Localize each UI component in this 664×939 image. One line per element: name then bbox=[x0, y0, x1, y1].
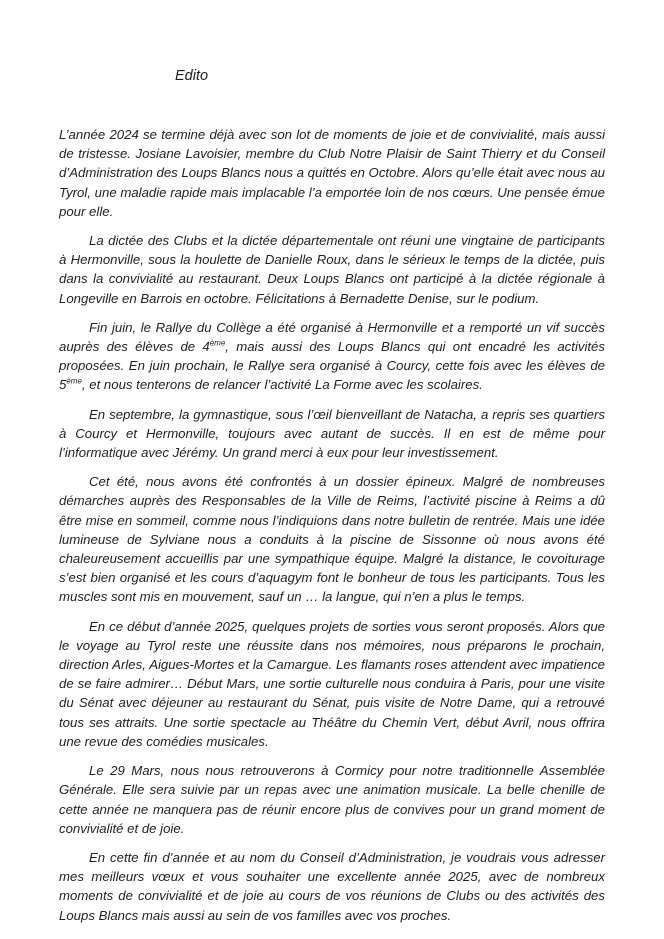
paragraph bbox=[59, 405, 605, 463]
paragraph-text: , et nous tenterons de relancer l’activité La Forme avec les scolaires. bbox=[81, 377, 483, 393]
paragraph-text: La dictée des Clubs et la dictée départementale ont réuni une vingtaine de participants à Hermonville, sous la houlette de Danielle Roux, dans le sérieux le temps de la dictée, puis dans la convivialité au restaurant. Deux Loups Blancs ont participé à la dictée régionale à Longeville en Barrois en octobre. Félicitations à Bernadette Denise, sur le podium. bbox=[59, 233, 605, 306]
superscript: ème bbox=[66, 377, 82, 387]
paragraph bbox=[59, 231, 605, 308]
document-body bbox=[59, 125, 605, 935]
paragraph-text: Cet été, nous avons été confrontés à un dossier épineux. Malgré de nombreuses démarches auprès des Responsables de la Ville de Reims, l’activité piscine à Reims a dû être mise en sommeil, comme nous l’indiquions dans notre bulletin de rentrée. Mais une idée lumineuse de Sylviane nous a conduits à la piscine de Sissonne où nous avons été chaleureusement accueillis par une sympathique équipe. Malgré la distance, le covoiturage s’est bien organisé et les cours d’aquagym font le bonheur de tous les participants. Tous les muscles sont mis en mouvement, sauf un … la langue, qui n’en a plus le temps. bbox=[59, 474, 605, 605]
paragraph bbox=[59, 761, 605, 838]
paragraph-text: En cette fin d’année et au nom du Conseil d’Administration, je voudrais vous adresser mes meilleurs vœux et vous souhaiter une excellente année 2025, avec de nombreux moments de convivialité et de joie au cours de vos réunions de Clubs ou des activités des Loups Blancs mais aussi au sein de vos familles avec vos proches. bbox=[59, 849, 605, 923]
paragraph-text: En ce début d’année 2025, quelques projets de sorties vous seront proposés. Alors que le voyage au Tyrol reste une réussite dans nos mémoires, nous préparons le prochain, direction Arles, Aigues-Mortes et la Camargue. Les flamants roses attendent avec impatience de se faire admirer… Début Mars, une sortie culturelle nous conduira à Paris, pour une visite du Sénat avec déjeuner au restaurant du Sénat, puis visite de Notre Dame, qui a retrouvé tous ses attraits. Une sortie spectacle au Théâtre du Chemin Vert, début Avril, nous offrira une revue des comédies musicales. bbox=[59, 618, 605, 749]
paragraph-text: En septembre, la gymnastique, sous l’œil bienveillant de Natacha, a repris ses quartiers à Courcy et Hermonville, toujours avec autant de succès. Il en est de même pour l’informatique avec Jérémy. Un grand merci à eux pour leur investissement. bbox=[59, 406, 605, 461]
paragraph-text: Le 29 Mars, nous nous retrouverons à Cormicy pour notre traditionnelle Assemblée Générale. Elle sera suivie par un repas avec une animation musicale. La belle chenille de cette année ne manquera pas de réunir encore plus de convives pour un grand moment de convivialité et de joie. bbox=[59, 763, 605, 836]
paragraph bbox=[59, 318, 605, 395]
page-title: Edito bbox=[175, 68, 209, 84]
superscript: ème bbox=[209, 338, 226, 348]
paragraph bbox=[59, 848, 605, 925]
paragraph-text: , mais aussi des Loups Blancs qui ont encadré les activités proposées. En juin prochain, le Rallye sera organisé à Courcy, cette fois avec les élèves de 5 bbox=[59, 339, 605, 393]
paragraph-text: L’année 2024 se termine déjà avec son lot de moments de joie et de convivialité, mais aussi de tristesse. Josiane Lavoisier, membre du Club Notre Plaisir de Saint Thierry et du Conseil d’Administration des Loups Blancs nous a quittés en Octobre. Alors qu’elle était avec nous au Tyrol, une maladie rapide mais implacable l’a emportée loin de nos cœurs. Une pensée émue pour elle. bbox=[59, 127, 605, 219]
paragraph bbox=[59, 125, 605, 221]
paragraph bbox=[59, 472, 605, 606]
paragraph bbox=[59, 617, 605, 751]
paragraph-text: Fin juin, le Rallye du Collège a été organisé à Hermonville et a remporté un vif succès auprès des élèves de 4 bbox=[59, 319, 605, 355]
